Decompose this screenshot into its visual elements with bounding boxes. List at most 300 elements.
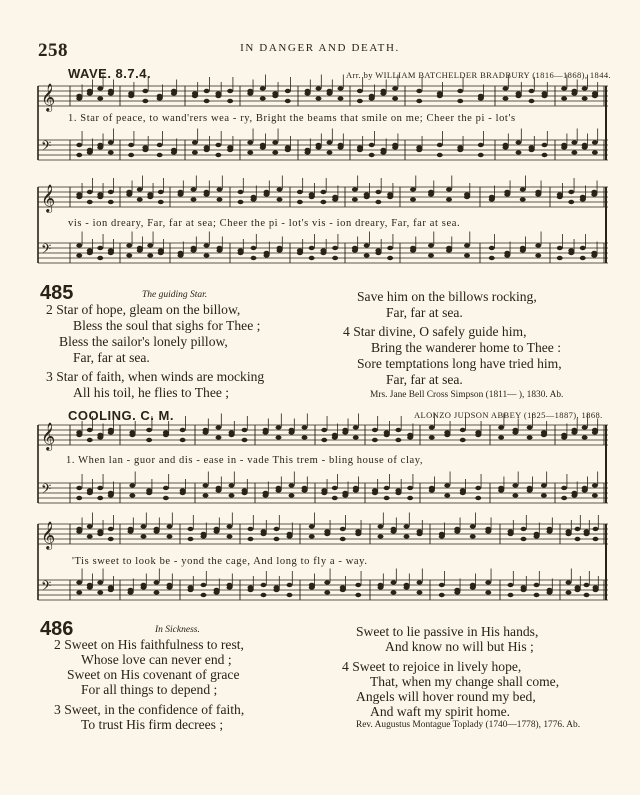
note-head	[305, 148, 311, 152]
note-head	[478, 153, 484, 157]
note-head	[527, 425, 533, 429]
note-head	[227, 99, 233, 103]
note-head	[287, 532, 293, 536]
note-head	[97, 86, 103, 90]
note-head	[584, 593, 590, 597]
running-head: IN DANGER AND DEATH.	[240, 42, 400, 54]
note-head	[547, 588, 553, 592]
note-head	[392, 143, 398, 147]
note-head	[76, 430, 82, 434]
note-head	[364, 192, 370, 196]
hymn-number: 486	[40, 618, 74, 640]
note-head	[76, 192, 82, 196]
note-head	[108, 537, 114, 541]
note-head	[417, 580, 423, 584]
note-head	[141, 583, 147, 587]
note-head	[470, 524, 476, 528]
note-head	[592, 150, 598, 154]
note-head	[260, 143, 266, 147]
note-head	[475, 496, 481, 500]
note-head	[108, 200, 114, 204]
note-head	[158, 200, 164, 204]
verse-line: All his toil, he flies to Thee ;	[73, 385, 230, 400]
note-head	[261, 583, 267, 587]
note-head	[167, 583, 173, 587]
note-head	[332, 496, 338, 500]
note-head	[369, 143, 375, 147]
note-head	[188, 537, 194, 541]
note-head	[384, 486, 390, 490]
verse-line: That, when my change shall come,	[370, 674, 560, 689]
note-head	[593, 585, 599, 589]
note-head	[248, 537, 254, 541]
note-head	[260, 86, 266, 90]
note-head	[387, 192, 393, 196]
note-head	[76, 486, 82, 490]
note-head	[535, 190, 541, 194]
note-head	[417, 529, 423, 533]
note-head	[309, 246, 315, 250]
note-head	[146, 488, 152, 492]
note-head	[340, 537, 346, 541]
note-head	[575, 527, 581, 531]
note-head	[324, 529, 330, 533]
note-head	[582, 435, 588, 439]
note-head	[158, 248, 164, 252]
note-head	[146, 438, 152, 442]
verse-line: Save him on the billows rocking,	[357, 289, 537, 304]
note-head	[217, 197, 223, 201]
note-head	[534, 593, 540, 597]
note-head	[457, 145, 463, 149]
note-head	[97, 256, 103, 260]
note-head	[591, 190, 597, 194]
note-head	[87, 583, 93, 587]
note-head	[485, 590, 491, 594]
note-head	[201, 593, 207, 597]
note-head	[263, 491, 269, 495]
note-head	[154, 590, 160, 594]
note-head	[87, 200, 93, 204]
note-head	[407, 433, 413, 437]
note-head	[357, 145, 363, 149]
bass-clef-icon: 𝄢	[41, 481, 52, 500]
note-head	[309, 534, 315, 538]
lyric-line: 1. When lan - guor and dis - ease in - vade This trem - bling house of clay,	[66, 455, 424, 466]
note-head	[428, 253, 434, 257]
note-head	[516, 140, 522, 144]
verse-line: 3 Sweet, in the confidence of faith,	[54, 702, 245, 717]
note-head	[217, 187, 223, 191]
note-head	[204, 89, 210, 93]
note-head	[340, 585, 346, 589]
note-head	[316, 86, 322, 90]
note-head	[584, 583, 590, 587]
note-head	[203, 483, 209, 487]
note-head	[97, 192, 103, 196]
note-head	[154, 527, 160, 531]
note-head	[428, 190, 434, 194]
note-head	[87, 488, 93, 492]
verse-line: Bring the wanderer home to Thee :	[371, 340, 562, 355]
note-head	[192, 140, 198, 144]
note-head	[470, 583, 476, 587]
note-head	[108, 248, 114, 252]
note-head	[475, 430, 481, 434]
composer-credit: Arr. by WILLIAM BATCHELDER BRADBURY (1816—1868), 1844.	[346, 70, 612, 80]
note-head	[320, 248, 326, 252]
note-head	[97, 486, 103, 490]
note-head	[76, 253, 82, 257]
note-head	[191, 246, 197, 250]
note-head	[460, 438, 466, 442]
note-head	[321, 428, 327, 432]
note-head	[446, 246, 452, 250]
note-head	[529, 99, 535, 103]
note-head	[167, 524, 173, 528]
note-head	[217, 246, 223, 250]
note-head	[342, 428, 348, 432]
note-head	[489, 246, 495, 250]
note-head	[464, 243, 470, 247]
note-head	[568, 190, 574, 194]
note-head	[215, 143, 221, 147]
note-head	[372, 438, 378, 442]
note-head	[297, 248, 303, 252]
note-head	[516, 91, 522, 95]
note-head	[247, 89, 253, 93]
note-head	[503, 143, 509, 147]
note-head	[512, 493, 518, 497]
note-head	[478, 94, 484, 98]
note-head	[251, 256, 257, 260]
note-head	[216, 435, 222, 439]
note-head	[261, 529, 267, 533]
note-head	[87, 148, 93, 152]
note-head	[582, 486, 588, 490]
note-head	[369, 94, 375, 98]
note-head	[527, 435, 533, 439]
note-head	[216, 425, 222, 429]
note-head	[580, 246, 586, 250]
hymn-occasion: In Sickness.	[155, 625, 200, 635]
note-head	[584, 529, 590, 533]
verse-line: Sweet on His covenant of grace	[67, 667, 240, 682]
note-head	[446, 197, 452, 201]
note-head	[364, 243, 370, 247]
note-head	[87, 428, 93, 432]
note-head	[227, 583, 233, 587]
note-head	[276, 425, 282, 429]
note-head	[592, 140, 598, 144]
note-head	[410, 246, 416, 250]
bass-clef-icon: 𝄢	[41, 241, 52, 260]
note-head	[147, 243, 153, 247]
lyric-line: 1. Star of peace, to wand'rers wea - ry, Bright the beams that smile on me; Cheer the pi - lot's	[68, 113, 516, 124]
note-head	[264, 251, 270, 255]
note-head	[407, 496, 413, 500]
note-head	[274, 527, 280, 531]
note-head	[387, 246, 393, 250]
verse-line: Angels will hover round my bed,	[356, 689, 536, 704]
verse-line: Bless the sailor's lonely pillow,	[59, 334, 228, 349]
note-head	[227, 524, 233, 528]
note-head	[592, 91, 598, 95]
treble-clef-icon: 𝄞	[41, 83, 56, 111]
note-head	[332, 433, 338, 437]
note-head	[566, 590, 572, 594]
note-head	[141, 534, 147, 538]
note-head	[248, 585, 254, 589]
note-head	[316, 96, 322, 100]
note-head	[342, 491, 348, 495]
note-head	[437, 153, 443, 157]
note-head	[137, 197, 143, 201]
note-head	[428, 243, 434, 247]
note-head	[355, 529, 361, 533]
bass-clef-icon: 𝄢	[41, 138, 52, 157]
note-head	[566, 580, 572, 584]
note-head	[407, 486, 413, 490]
note-head	[108, 527, 114, 531]
note-head	[178, 190, 184, 194]
note-head	[128, 588, 134, 592]
note-head	[444, 493, 450, 497]
note-head	[97, 246, 103, 250]
note-head	[521, 537, 527, 541]
note-head	[87, 190, 93, 194]
note-head	[512, 483, 518, 487]
note-head	[171, 89, 177, 93]
note-head	[521, 527, 527, 531]
note-head	[542, 143, 548, 147]
note-head	[97, 496, 103, 500]
note-head	[508, 583, 514, 587]
page-number: 258	[38, 40, 68, 61]
verse-line: Sore temptations long have tried him,	[357, 356, 562, 371]
note-head	[437, 143, 443, 147]
note-head	[327, 89, 333, 93]
note-head	[454, 588, 460, 592]
note-head	[375, 190, 381, 194]
note-head	[580, 256, 586, 260]
note-head	[338, 143, 344, 147]
note-head	[568, 248, 574, 252]
verse-line: 4 Star divine, O safely guide him,	[343, 324, 527, 339]
note-head	[541, 430, 547, 434]
note-head	[332, 486, 338, 490]
note-head	[204, 253, 210, 257]
note-head	[287, 593, 293, 597]
note-head	[416, 99, 422, 103]
note-head	[575, 585, 581, 589]
note-head	[126, 190, 132, 194]
note-head	[227, 145, 233, 149]
note-head	[216, 486, 222, 490]
note-head	[188, 527, 194, 531]
note-head	[591, 251, 597, 255]
note-head	[352, 197, 358, 201]
note-head	[227, 534, 233, 538]
note-head	[238, 190, 244, 194]
note-head	[163, 496, 169, 500]
note-head	[378, 583, 384, 587]
note-head	[158, 190, 164, 194]
note-head	[372, 428, 378, 432]
note-head	[457, 99, 463, 103]
note-head	[87, 438, 93, 442]
note-head	[247, 140, 253, 144]
verse-line: To trust His firm decrees ;	[81, 717, 224, 732]
note-head	[157, 153, 163, 157]
note-head	[137, 187, 143, 191]
note-head	[444, 483, 450, 487]
note-head	[529, 89, 535, 93]
note-head	[439, 532, 445, 536]
note-head	[229, 430, 235, 434]
note-head	[316, 143, 322, 147]
note-head	[203, 493, 209, 497]
note-head	[353, 486, 359, 490]
note-head	[324, 590, 330, 594]
note-head	[274, 537, 280, 541]
note-head	[571, 89, 577, 93]
note-head	[404, 524, 410, 528]
note-head	[141, 524, 147, 528]
note-head	[129, 493, 135, 497]
treble-clef-icon: 𝄞	[41, 184, 56, 212]
note-head	[302, 425, 308, 429]
note-head	[321, 438, 327, 442]
note-head	[163, 430, 169, 434]
lyric-line: 'Tis sweet to look be - yond the cage, And long to fly a - way.	[72, 556, 368, 567]
note-head	[128, 91, 134, 95]
note-head	[305, 89, 311, 93]
note-head	[285, 89, 291, 93]
note-head	[375, 248, 381, 252]
note-head	[429, 486, 435, 490]
note-head	[97, 590, 103, 594]
note-head	[180, 428, 186, 432]
note-head	[498, 486, 504, 490]
note-head	[520, 197, 526, 201]
note-head	[272, 150, 278, 154]
note-head	[142, 89, 148, 93]
verse-line: And know no will but His ;	[385, 639, 534, 654]
note-head	[126, 253, 132, 257]
author-attribution: Rev. Augustus Montague Toplady (1740—1778), 1776. Ab.	[356, 720, 581, 730]
note-head	[561, 86, 567, 90]
note-head	[571, 491, 577, 495]
note-head	[568, 200, 574, 204]
note-head	[357, 99, 363, 103]
note-head	[108, 190, 114, 194]
note-head	[439, 593, 445, 597]
note-head	[97, 143, 103, 147]
verse-line: Bless the soul that sighs for Thee ;	[73, 318, 261, 333]
hymn-occasion: The guiding Star.	[142, 290, 208, 300]
note-head	[289, 428, 295, 432]
note-head	[137, 246, 143, 250]
verse-line: For all things to depend ;	[81, 682, 218, 697]
note-head	[520, 246, 526, 250]
note-head	[302, 435, 308, 439]
note-head	[128, 527, 134, 531]
verse-line: 4 Sweet to rejoice in lively hope,	[342, 659, 522, 674]
note-head	[97, 96, 103, 100]
note-head	[126, 243, 132, 247]
note-head	[215, 91, 221, 95]
note-head	[324, 580, 330, 584]
note-head	[410, 187, 416, 191]
note-head	[108, 491, 114, 495]
note-head	[391, 590, 397, 594]
note-head	[214, 588, 220, 592]
note-head	[561, 486, 567, 490]
note-head	[248, 527, 254, 531]
note-head	[147, 192, 153, 196]
note-head	[571, 150, 577, 154]
note-head	[378, 524, 384, 528]
note-head	[355, 593, 361, 597]
note-head	[97, 580, 103, 584]
note-head	[227, 89, 233, 93]
note-head	[338, 86, 344, 90]
note-head	[516, 150, 522, 154]
note-head	[247, 150, 253, 154]
note-head	[534, 583, 540, 587]
note-head	[204, 99, 210, 103]
note-head	[541, 493, 547, 497]
note-head	[535, 253, 541, 257]
note-head	[592, 483, 598, 487]
note-head	[489, 195, 495, 199]
note-head	[542, 153, 548, 157]
note-head	[395, 488, 401, 492]
note-head	[276, 486, 282, 490]
note-head	[272, 91, 278, 95]
note-head	[395, 438, 401, 442]
hymn-number: 485	[40, 282, 74, 304]
note-head	[410, 197, 416, 201]
note-head	[108, 150, 114, 154]
note-head	[76, 527, 82, 531]
verse-line: Far, far at sea.	[386, 372, 463, 387]
note-head	[76, 143, 82, 147]
note-head	[229, 493, 235, 497]
verse-line: Far, far at sea.	[73, 350, 150, 365]
note-head	[203, 428, 209, 432]
note-head	[201, 583, 207, 587]
note-head	[521, 585, 527, 589]
note-head	[547, 527, 553, 531]
note-head	[582, 86, 588, 90]
note-head	[503, 86, 509, 90]
note-head	[289, 493, 295, 497]
note-head	[375, 200, 381, 204]
note-head	[508, 529, 514, 533]
note-head	[327, 140, 333, 144]
note-head	[242, 428, 248, 432]
note-head	[582, 96, 588, 100]
note-head	[178, 251, 184, 255]
tune-name: WAVE. 8.7.4.	[68, 66, 152, 81]
note-head	[76, 580, 82, 584]
note-head	[582, 143, 588, 147]
note-head	[392, 96, 398, 100]
note-head	[146, 428, 152, 432]
note-head	[355, 583, 361, 587]
